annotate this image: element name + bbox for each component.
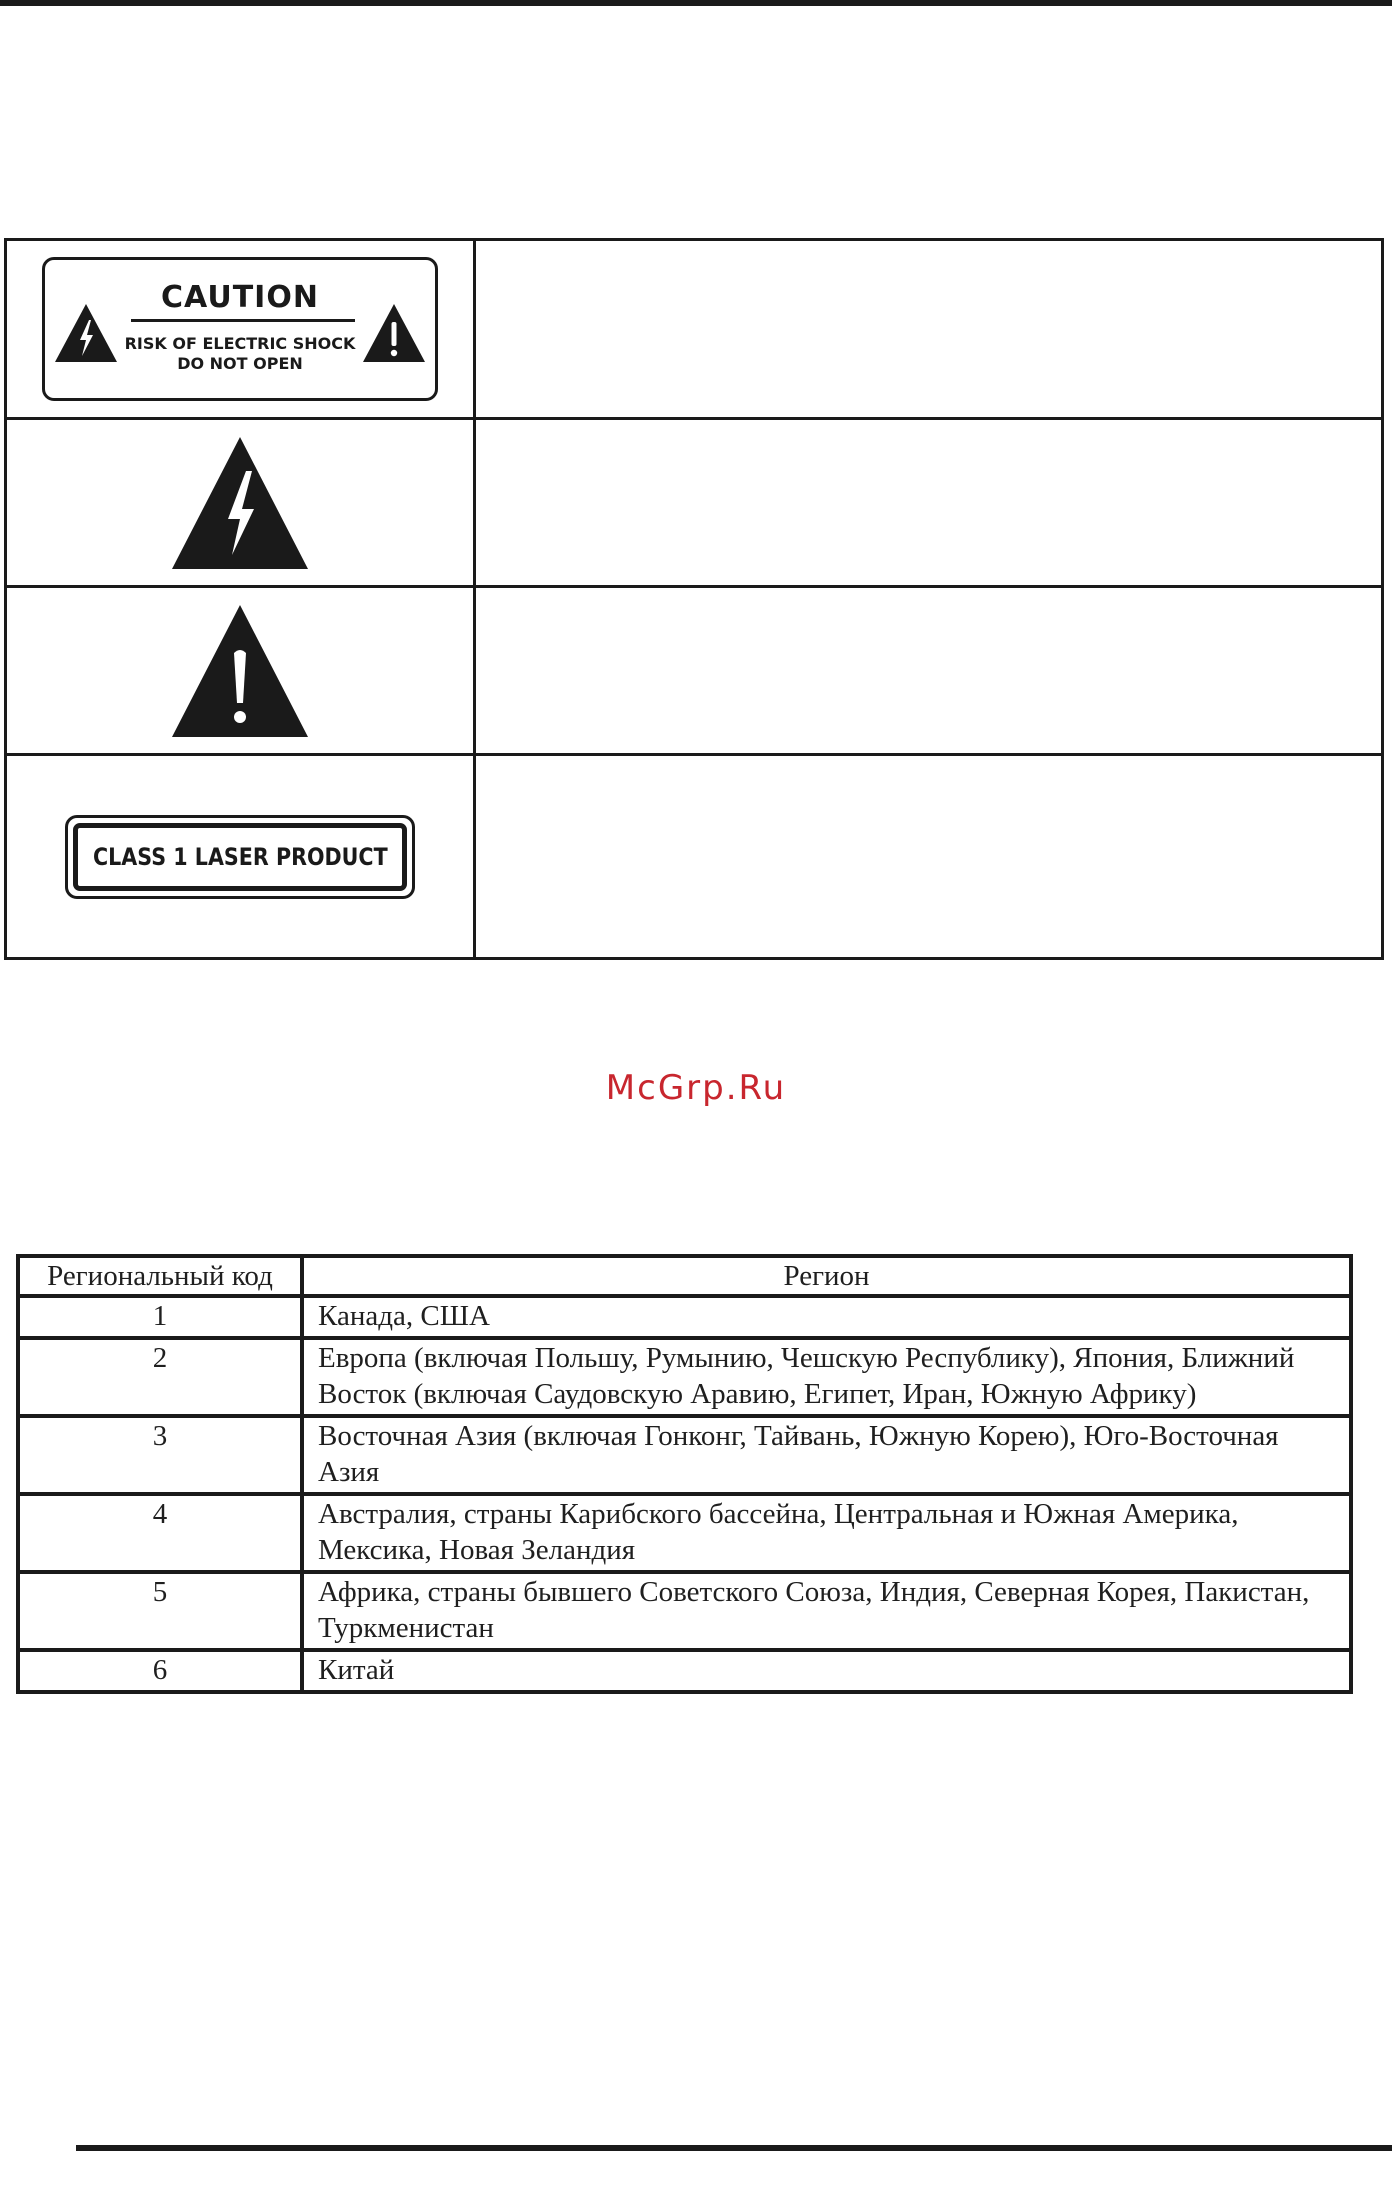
- class-1-laser-label: [65, 815, 415, 899]
- region-code-cell: 2: [18, 1338, 302, 1416]
- laser-label-text: CLASS 1 LASER PRODUCT: [92, 842, 388, 871]
- safety-row-lightning: [7, 420, 1381, 588]
- region-code-cell: 1: [18, 1296, 302, 1338]
- bottom-rule: [76, 2145, 1392, 2151]
- safety-symbols-table: [4, 238, 1384, 960]
- table-header-row: [18, 1256, 1351, 1296]
- table-row: [18, 1572, 1351, 1650]
- region-name-cell: Китай: [302, 1650, 1351, 1692]
- laser-label-inner: [73, 823, 407, 891]
- safety-symbol-cell: [7, 588, 476, 753]
- region-name-cell: Африка, страны бывшего Советского Союза, Индия, Северная Корея, Пакистан, Туркменистан: [302, 1572, 1351, 1650]
- table-row: [18, 1296, 1351, 1338]
- safety-symbol-cell: [7, 420, 476, 585]
- table-row: [18, 1650, 1351, 1692]
- caution-label: [42, 257, 438, 401]
- table-row: [18, 1494, 1351, 1572]
- safety-text-cell: [476, 420, 1381, 585]
- header-region: Регион: [302, 1256, 1351, 1296]
- safety-symbol-cell: [7, 241, 476, 417]
- table-row: [18, 1416, 1351, 1494]
- exclamation-triangle-icon: [361, 302, 427, 364]
- safety-text-cell: [476, 756, 1381, 957]
- region-code-cell: 4: [18, 1494, 302, 1572]
- header-region-code: Региональный код: [18, 1256, 302, 1296]
- table-row: [18, 1338, 1351, 1416]
- safety-row-laser: [7, 756, 1381, 957]
- exclamation-triangle-icon: [170, 603, 310, 739]
- safety-text-cell: [476, 241, 1381, 417]
- safety-row-caution: [7, 241, 1381, 420]
- region-code-cell: 5: [18, 1572, 302, 1650]
- watermark: McGrp.Ru: [605, 1068, 787, 1108]
- caution-line-2: DO NOT OPEN: [177, 354, 303, 373]
- region-code-table: [16, 1254, 1353, 1694]
- top-rule: [0, 0, 1392, 6]
- region-name-cell: Европа (включая Польшу, Румынию, Чешскую Республику), Япония, Ближний Восток (включая Саудовскую Аравию, Египет, Иран, Южную Африку): [302, 1338, 1351, 1416]
- region-code-cell: 6: [18, 1650, 302, 1692]
- caution-underline: [131, 319, 355, 322]
- region-name-cell: Австралия, страны Карибского бассейна, Центральная и Южная Америка, Мексика, Новая Зеландия: [302, 1494, 1351, 1572]
- lightning-bolt-triangle-icon: [170, 435, 310, 571]
- safety-symbol-cell: [7, 756, 476, 957]
- region-name-cell: Канада, США: [302, 1296, 1351, 1338]
- region-code-cell: 3: [18, 1416, 302, 1494]
- caution-line-1: RISK OF ELECTRIC SHOCK: [124, 334, 356, 353]
- region-name-cell: Восточная Азия (включая Гонконг, Тайвань, Южную Корею), Юго-Восточная Азия: [302, 1416, 1351, 1494]
- caution-title: CAUTION: [161, 280, 319, 315]
- safety-row-exclamation: [7, 588, 1381, 756]
- safety-text-cell: [476, 588, 1381, 753]
